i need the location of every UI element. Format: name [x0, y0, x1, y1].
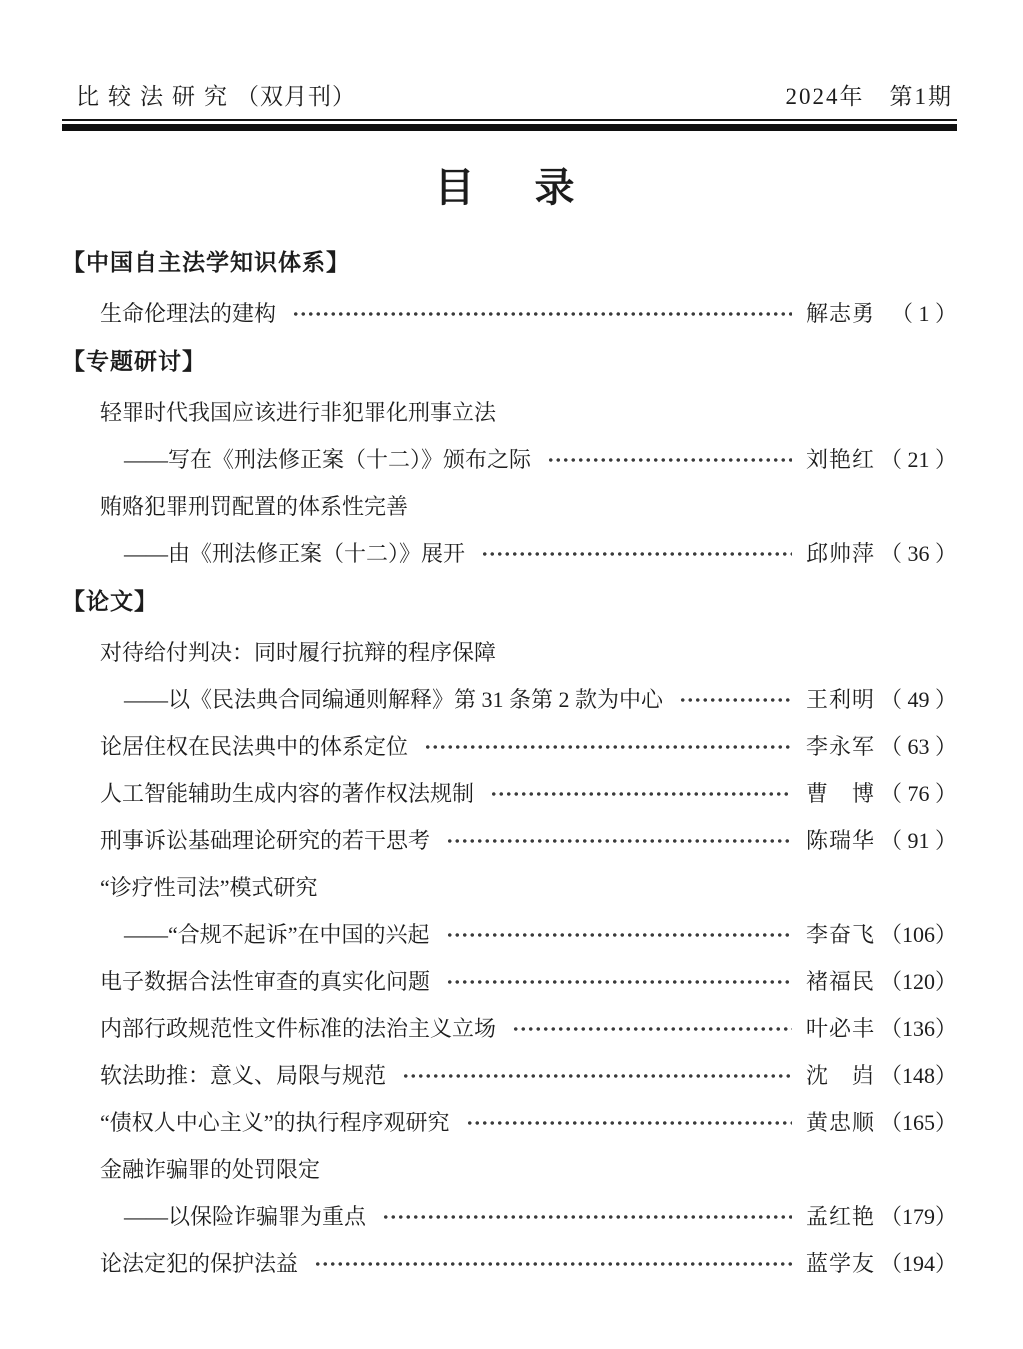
entry-title: 人工智能辅助生成内容的著作权法规制 [100, 781, 475, 806]
entry-author: 解志勇 [805, 301, 875, 326]
toc-entry-titleline [62, 492, 957, 522]
entry-page-number: （ 63 ） [879, 734, 957, 759]
journal-name [76, 82, 356, 112]
dot-leader [490, 779, 792, 809]
dot-leader [382, 1202, 792, 1232]
entry-subtitle: ——由《刑法修正案（十二）》展开 [124, 541, 466, 566]
dot-leader [481, 539, 792, 569]
entry-page-number: （136） [879, 1016, 957, 1041]
entry-title: 刑事诉讼基础理论研究的若干思考 [100, 828, 431, 853]
entry-title: 贿赂犯罪刑罚配置的体系性完善 [100, 494, 409, 519]
toc-section [62, 346, 957, 569]
entry-subtitle: ——“合规不起诉”在中国的兴起 [124, 922, 430, 947]
entry-page-number: （ 1 ） [890, 301, 957, 326]
journal-name-main: 比较法研究 [76, 84, 236, 109]
entry-subtitle: ——以保险诈骗罪为重点 [124, 1204, 367, 1229]
dot-leader [466, 1108, 792, 1138]
entry-title: “诊疗性司法”模式研究 [100, 875, 318, 900]
toc-section [62, 247, 957, 329]
entry-title: 轻罪时代我国应该进行非犯罪化刑事立法 [100, 400, 497, 425]
entry-page-number: （165） [879, 1110, 957, 1135]
section-heading: 【论文】 [62, 588, 158, 614]
journal-issue: 2024年 第1期 [785, 84, 953, 109]
toc-entry [62, 1014, 957, 1044]
entry-page-number: （179） [879, 1204, 957, 1229]
header-rule-thin [62, 119, 957, 121]
dot-leader [446, 920, 792, 950]
toc-entry-titleline [62, 398, 957, 428]
entry-author: 褚福民 [805, 969, 875, 994]
toc-entry [62, 826, 957, 856]
toc-entry-titleline [62, 638, 957, 668]
entry-title: 论法定犯的保护法益 [100, 1251, 299, 1276]
toc-sections [62, 247, 957, 1279]
dot-leader [402, 1061, 792, 1091]
entry-page-number: （ 91 ） [879, 828, 957, 853]
entry-title: 电子数据合法性审查的真实化问题 [100, 969, 431, 994]
entry-page-number: （106） [879, 922, 957, 947]
toc-entry [62, 299, 957, 329]
dot-leader [446, 967, 792, 997]
entry-subtitle: ——以《民法典合同编通则解释》第 31 条第 2 款为中心 [124, 687, 664, 712]
entry-author: 孟红艳 [805, 1204, 875, 1229]
entry-page-number: （194） [879, 1251, 957, 1276]
entry-author: 黄忠顺 [805, 1110, 875, 1135]
toc-entry [62, 779, 957, 809]
toc-entry [62, 732, 957, 762]
entry-title: 软法助推：意义、局限与规范 [100, 1063, 387, 1088]
entry-page-number: （ 21 ） [879, 447, 957, 472]
journal-name-suffix: （双月刊） [236, 84, 356, 109]
entry-page-number: （ 36 ） [879, 541, 957, 566]
entry-author: 李永军 [805, 734, 875, 759]
entry-page-number: （ 76 ） [879, 781, 957, 806]
toc-entry [62, 539, 957, 569]
section-heading: 【中国自主法学知识体系】 [62, 249, 350, 275]
entry-title: 论居住权在民法典中的体系定位 [100, 734, 409, 759]
entry-title: 对待给付判决：同时履行抗辩的程序保障 [100, 640, 497, 665]
journal-header [62, 82, 957, 112]
toc-entry [62, 1249, 957, 1279]
entry-author: 邱帅萍 [805, 541, 875, 566]
toc-entry-titleline [62, 873, 957, 903]
entry-author: 蓝学友 [805, 1251, 875, 1276]
entry-author: 陈瑞华 [805, 828, 875, 853]
entry-title: 生命伦理法的建构 [100, 301, 277, 326]
dot-leader [424, 732, 792, 762]
dot-leader [547, 445, 792, 475]
toc-entry [62, 920, 957, 950]
toc-entry [62, 967, 957, 997]
header-rule-thick [62, 124, 957, 131]
entry-title: 内部行政规范性文件标准的法治主义立场 [100, 1016, 497, 1041]
entry-author: 沈 岿 [805, 1063, 875, 1088]
entry-page-number: （148） [879, 1063, 957, 1088]
toc-entry [62, 1202, 957, 1232]
toc-title: 目 录 [434, 165, 585, 210]
toc-entry [62, 1108, 957, 1138]
dot-leader [446, 826, 792, 856]
toc-entry [62, 445, 957, 475]
toc-entry [62, 1061, 957, 1091]
entry-author: 曹 博 [805, 781, 875, 806]
section-heading: 【专题研讨】 [62, 348, 206, 374]
toc-section [62, 586, 957, 1279]
entry-title: “债权人中心主义”的执行程序观研究 [100, 1110, 450, 1135]
dot-leader [512, 1014, 792, 1044]
entry-author: 王利明 [805, 687, 875, 712]
dot-leader [292, 299, 792, 329]
entry-author: 刘艳红 [805, 447, 875, 472]
toc-entry [62, 685, 957, 715]
dot-leader [314, 1249, 792, 1279]
entry-author: 叶必丰 [805, 1016, 875, 1041]
entry-subtitle: ——写在《刑法修正案（十二）》颁布之际 [124, 447, 532, 472]
entry-author: 李奋飞 [805, 922, 875, 947]
entry-page-number: （ 49 ） [879, 687, 957, 712]
dot-leader [679, 685, 792, 715]
toc-entry-titleline [62, 1155, 957, 1185]
entry-title: 金融诈骗罪的处罚限定 [100, 1157, 321, 1182]
entry-page-number: （120） [879, 969, 957, 994]
